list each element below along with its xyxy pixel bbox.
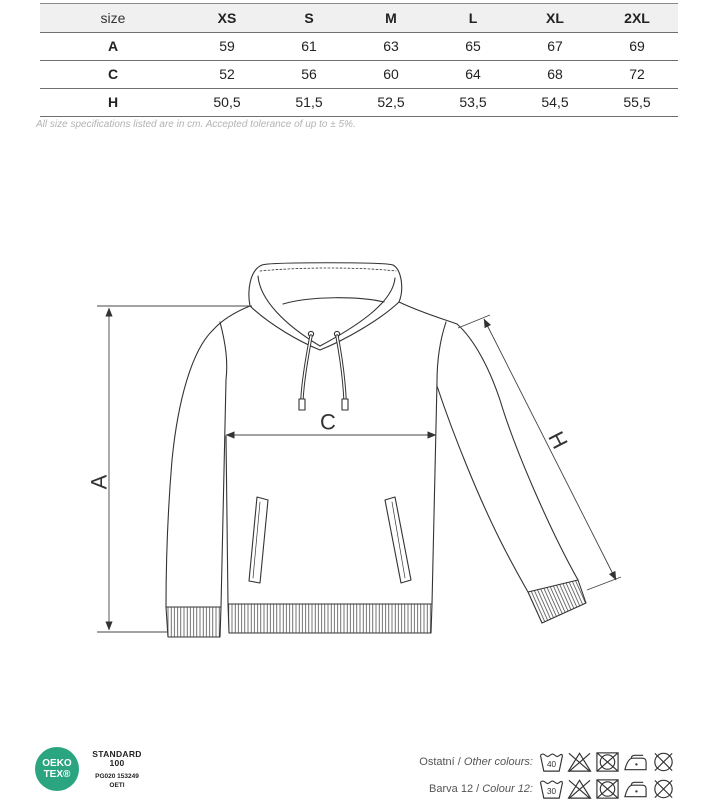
- oeko-tex-logo: [35, 747, 79, 791]
- care-label-local: Ostatní /: [419, 755, 461, 768]
- hood-outline: [249, 263, 402, 306]
- hood-right-flap: [320, 278, 395, 346]
- table-cell: 52,5: [377, 94, 405, 110]
- hood-top-seam: [260, 268, 396, 271]
- certificate-code: PG020 153249: [95, 773, 139, 780]
- oeko-tex-logo-top: OEKO: [42, 758, 72, 769]
- care-icons: [539, 778, 676, 800]
- right-armhole-seam: [437, 322, 446, 382]
- dimension-label-a: A: [86, 474, 112, 490]
- left-shoulder: [213, 306, 250, 330]
- body-right-side: [432, 382, 437, 604]
- left-sleeve-outer: [166, 330, 213, 607]
- certification-text: [88, 750, 146, 790]
- table-cell: 50,5: [213, 94, 241, 110]
- drawstring-left: [299, 331, 314, 410]
- no-dry-clean-icon: [651, 751, 676, 773]
- waistband: [228, 604, 432, 633]
- pocket-left: [249, 497, 268, 583]
- left-sleeve-inner: [221, 380, 226, 607]
- no-tumble-dry-icon: [595, 751, 620, 773]
- row-label-h: H: [107, 94, 119, 110]
- table-cell: 51,5: [295, 94, 323, 110]
- table-cell: 56: [301, 66, 317, 82]
- tolerance-note: All size specifications listed are in cm. Accepted tolerance of up to ± 5%.: [36, 119, 356, 130]
- standard-number: 100: [109, 758, 125, 768]
- table-cell: 68: [547, 66, 563, 82]
- dimension-label-c: C: [320, 409, 336, 435]
- table-cell: 69: [629, 38, 645, 54]
- table-cell: 60: [383, 66, 399, 82]
- header-size-xs: XS: [217, 10, 237, 26]
- iron-low-icon: [623, 778, 648, 800]
- iron-low-icon: [623, 751, 648, 773]
- table-cell: 63: [383, 38, 399, 54]
- header-size-2xl: 2XL: [624, 10, 650, 26]
- right-shoulder: [399, 302, 457, 324]
- dimension-label-h: H: [543, 427, 573, 453]
- care-label-english: Colour 12:: [482, 782, 533, 795]
- care-row-other-colours: [340, 750, 676, 773]
- left-armhole-seam: [220, 322, 227, 380]
- table-cell: 55,5: [623, 94, 651, 110]
- wash-40-icon: [539, 751, 564, 773]
- table-cell: 61: [301, 38, 317, 54]
- table-cell: 52: [219, 66, 235, 82]
- hood-back-neck: [283, 298, 384, 304]
- wash-temperature: 30: [546, 786, 557, 796]
- table-cell: 59: [219, 38, 235, 54]
- row-label-c: C: [107, 66, 119, 82]
- row-label-a: A: [107, 38, 119, 54]
- wash-temperature: 40: [546, 759, 557, 769]
- right-sleeve-outer: [457, 324, 578, 580]
- table-cell: 53,5: [459, 94, 487, 110]
- table-cell: 65: [465, 38, 481, 54]
- no-dry-clean-icon: [651, 778, 676, 800]
- left-cuff: [166, 607, 221, 637]
- no-bleach-icon: [567, 751, 592, 773]
- care-row-colour-12: [340, 777, 676, 800]
- care-label-english: Other colours:: [463, 755, 533, 768]
- right-sleeve-inner: [437, 386, 528, 592]
- table-cell: 54,5: [541, 94, 569, 110]
- body-left-side: [226, 436, 228, 604]
- header-size-xl: XL: [546, 10, 564, 26]
- header-size-s: S: [304, 10, 314, 26]
- standard-label: STANDARD: [92, 749, 142, 759]
- wash-30-icon: [539, 778, 564, 800]
- care-label-local: Barva 12 /: [429, 782, 480, 795]
- no-tumble-dry-icon: [595, 778, 620, 800]
- oeko-tex-logo-bottom: TEX®: [43, 769, 71, 780]
- table-cell: 64: [465, 66, 481, 82]
- header-size-m: M: [385, 10, 397, 26]
- table-cell: 72: [629, 66, 645, 82]
- no-bleach-icon: [567, 778, 592, 800]
- table-cell: 67: [547, 38, 563, 54]
- header-size-label: size: [100, 10, 126, 26]
- right-cuff: [528, 580, 586, 623]
- pocket-right: [385, 497, 411, 583]
- certification-institute: OETI: [109, 782, 125, 789]
- care-icons: [539, 751, 676, 773]
- header-size-l: L: [468, 10, 478, 26]
